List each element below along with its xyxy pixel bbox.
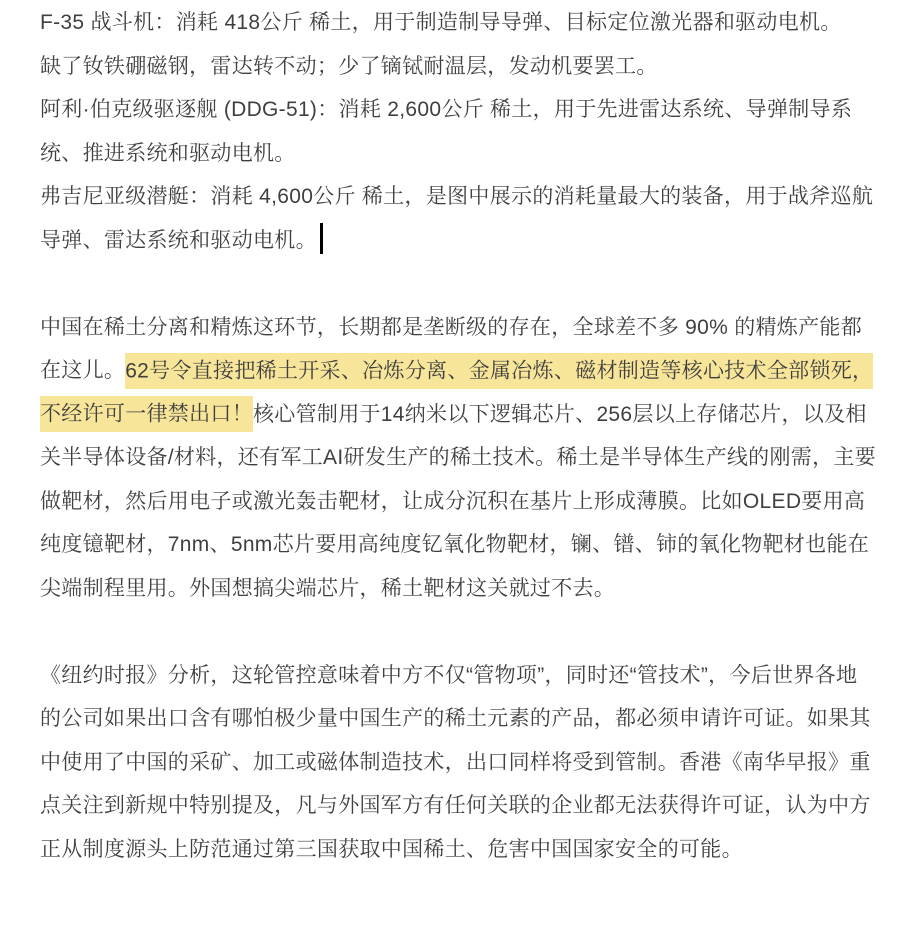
highlighted-text-run: 62号令直接把稀土开采、冶炼分离、金属冶炼、磁材制造等核心技术全部锁死，不经许可一律禁出口！ bbox=[40, 353, 873, 433]
text-run: 弗吉尼亚级潜艇：消耗 4,600公斤 稀土，是图中展示的消耗量最大的装备，用于战斧巡航导弹、雷达系统和驱动电机。 bbox=[40, 185, 874, 252]
text-run: 缺了钕铁硼磁钢，雷达转不动；少了镝铽耐温层，发动机要罢工。 bbox=[40, 54, 658, 78]
text-cursor bbox=[320, 223, 323, 254]
text-run: 核心管制用于14纳米以下逻辑芯片、256层以上存储芯片，以及相关半导体设备/材料，还有军工AI研发生产的稀土技术。稀土是半导体生产线的刚需，主要做靶材，然后用电子或激光轰击靶材，让成分沉积在基片上形成薄膜。比如OLED要用高纯度镱靶材，7nm、5nm芯片要用高纯度钇氧化物靶材，镧、镨、铈的氧化物靶材也能在尖端制程里用。外国想搞尖端芯片，稀土靶材这关就过不去。 bbox=[40, 402, 876, 600]
text-run: 《纽约时报》分析，这轮管控意味着中方不仅“管物项”，同时还“管技术”，今后世界各地的公司如果出口含有哪怕极少量中国生产的稀土元素的产品，都必须申请许可证。如果其中使用了中国的采矿、加工或磁体制造技术，出口同样将受到管制。香港《南华早报》重点关注到新规中特别提及，凡与外国军方有任何关联的企业都无法获得许可证，认为中方正从制度源头上防范通过第三国获取中国稀土、危害中国国家安全的可能。 bbox=[40, 663, 871, 861]
paragraph-ddg51-destroyer[interactable] bbox=[40, 88, 876, 175]
paragraph-media-analysis[interactable] bbox=[40, 654, 876, 872]
paragraph-virginia-submarine[interactable] bbox=[40, 175, 876, 262]
paragraph-f35[interactable] bbox=[40, 1, 876, 45]
paragraph-magnet-shortage[interactable] bbox=[40, 45, 876, 89]
paragraph-export-control[interactable] bbox=[40, 306, 876, 611]
text-run: 中国在稀土分离和精炼这环节，长期都是垄断级的存在，全球差不多 90% 的精炼产能都在这儿。 bbox=[40, 315, 862, 382]
text-run: 阿利·伯克级驱逐舰 (DDG-51)：消耗 2,600公斤 稀土，用于先进雷达系统、导弹制导系统、推进系统和驱动电机。 bbox=[40, 98, 853, 165]
text-run: F-35 战斗机：消耗 418公斤 稀土，用于制造制导导弹、目标定位激光器和驱动电机。 bbox=[40, 11, 842, 34]
